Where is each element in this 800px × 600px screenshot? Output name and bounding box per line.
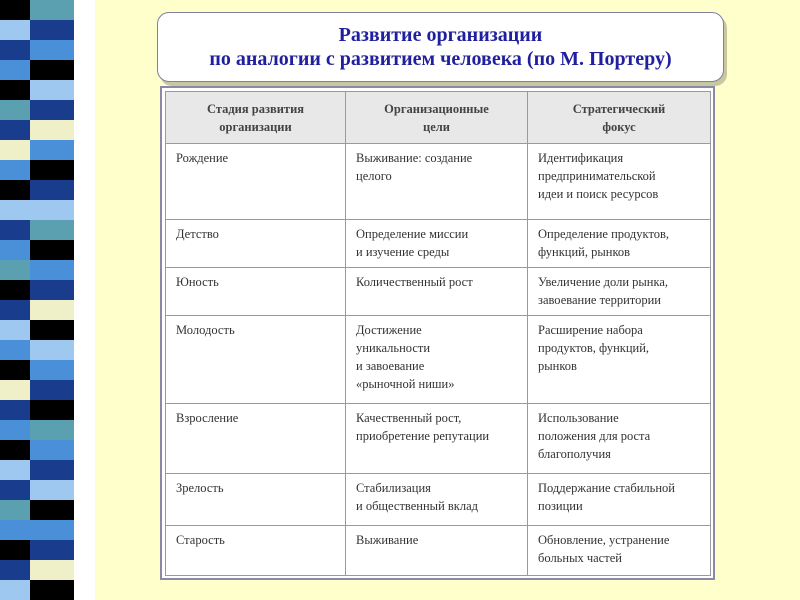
cell-stage: Старость: [166, 526, 346, 576]
stripe-segment: [0, 80, 30, 100]
stripe-segment: [30, 200, 74, 220]
cell-stage: Юность: [166, 268, 346, 316]
cell-focus: Увеличение доли рынка, завоевание территории: [528, 268, 711, 316]
stripe-segment: [74, 60, 95, 80]
stripe-segment: [30, 500, 74, 520]
stripe-segment: [0, 0, 30, 20]
stripe-segment: [74, 40, 95, 60]
stripe-segment: [74, 80, 95, 100]
decorative-stripe-bar: [0, 0, 95, 600]
cell-goals: Выживание: создание целого: [346, 144, 528, 220]
stripe-segment: [74, 500, 95, 520]
stripe-segment: [74, 180, 95, 200]
cell-goals: Стабилизация и общественный вклад: [346, 474, 528, 526]
stripe-segment: [74, 560, 95, 580]
stripe-segment: [30, 360, 74, 380]
stripe-segment: [0, 540, 30, 560]
stripe-segment: [74, 540, 95, 560]
stripe-segment: [74, 200, 95, 220]
table-row: [166, 316, 711, 404]
stripe-segment: [74, 240, 95, 260]
stripe-segment: [74, 320, 95, 340]
stripe-segment: [74, 260, 95, 280]
stripe-segment: [0, 320, 30, 340]
table-row: [166, 474, 711, 526]
stripe-segment: [0, 240, 30, 260]
stripe-segment: [0, 120, 30, 140]
slide-title: [157, 12, 724, 82]
stripe-segment: [0, 60, 30, 80]
stripe-segment: [74, 420, 95, 440]
stripe-segment: [0, 560, 30, 580]
stripe-segment: [30, 320, 74, 340]
stripe-segment: [74, 580, 95, 600]
stripe-segment: [0, 20, 30, 40]
stripe-segment: [0, 280, 30, 300]
table-row: [166, 144, 711, 220]
cell-focus: Расширение набора продуктов, функций, рынков: [528, 316, 711, 404]
stripe-column-middle: [30, 0, 74, 600]
stripe-segment: [30, 240, 74, 260]
stripe-segment: [0, 300, 30, 320]
stripe-column-left: [0, 0, 30, 600]
header-stage: Стадия развития организации: [166, 92, 346, 144]
stripe-segment: [30, 420, 74, 440]
stripe-segment: [30, 540, 74, 560]
stripe-segment: [74, 360, 95, 380]
stripe-segment: [74, 280, 95, 300]
stripe-segment: [30, 280, 74, 300]
stripe-segment: [0, 400, 30, 420]
cell-focus: Использование положения для роста благополучия: [528, 404, 711, 474]
stripe-segment: [30, 580, 74, 600]
table-header-row: [166, 92, 711, 144]
stripe-segment: [0, 460, 30, 480]
stripe-segment: [0, 180, 30, 200]
stripe-segment: [30, 160, 74, 180]
stages-table-grid: [165, 91, 711, 576]
cell-goals: Выживание: [346, 526, 528, 576]
stripe-segment: [74, 20, 95, 40]
cell-stage: Зрелость: [166, 474, 346, 526]
stripe-segment: [74, 520, 95, 540]
stripe-segment: [0, 440, 30, 460]
stripe-segment: [30, 0, 74, 20]
stripe-segment: [30, 20, 74, 40]
stripe-segment: [30, 100, 74, 120]
stripe-segment: [74, 100, 95, 120]
title-line-2: по аналогии с развитием человека (по М. Портеру): [209, 48, 672, 70]
stripe-segment: [74, 220, 95, 240]
stripe-segment: [74, 400, 95, 420]
stripe-segment: [0, 580, 30, 600]
stripe-segment: [30, 520, 74, 540]
stripe-segment: [30, 380, 74, 400]
stripe-segment: [30, 560, 74, 580]
stripe-segment: [74, 380, 95, 400]
cell-goals: Определение миссии и изучение среды: [346, 220, 528, 268]
stripe-segment: [0, 40, 30, 60]
cell-focus: Определение продуктов, функций, рынков: [528, 220, 711, 268]
stripe-segment: [74, 160, 95, 180]
stripe-segment: [0, 200, 30, 220]
cell-focus: Идентификация предпринимательской идеи и поиск ресурсов: [528, 144, 711, 220]
stripe-segment: [74, 300, 95, 320]
stripe-segment: [74, 140, 95, 160]
stripe-segment: [74, 0, 95, 20]
stripe-segment: [30, 300, 74, 320]
stripe-segment: [0, 340, 30, 360]
cell-focus: Поддержание стабильной позиции: [528, 474, 711, 526]
stripe-segment: [74, 120, 95, 140]
stripe-segment: [74, 440, 95, 460]
stripe-segment: [74, 480, 95, 500]
stripe-segment: [0, 520, 30, 540]
stripe-segment: [30, 180, 74, 200]
cell-goals: Достижение уникальности и завоевание «рыночной ниши»: [346, 316, 528, 404]
stripe-segment: [30, 480, 74, 500]
stripe-segment: [30, 40, 74, 60]
table-row: [166, 526, 711, 576]
title-line-1: Развитие организации: [338, 24, 543, 46]
table-row: [166, 404, 711, 474]
stripe-segment: [0, 500, 30, 520]
stripe-segment: [30, 140, 74, 160]
cell-stage: Детство: [166, 220, 346, 268]
stripe-segment: [0, 380, 30, 400]
stripe-segment: [0, 100, 30, 120]
stripe-segment: [30, 460, 74, 480]
header-focus: Стратегический фокус: [528, 92, 711, 144]
stripe-segment: [0, 360, 30, 380]
cell-stage: Рождение: [166, 144, 346, 220]
stripe-segment: [74, 460, 95, 480]
stripe-segment: [0, 420, 30, 440]
stripe-segment: [30, 440, 74, 460]
stripe-segment: [30, 400, 74, 420]
stripe-segment: [0, 140, 30, 160]
cell-goals: Количественный рост: [346, 268, 528, 316]
stripe-column-right: [74, 0, 95, 600]
table-row: [166, 268, 711, 316]
stripe-segment: [30, 260, 74, 280]
development-stages-table: [160, 86, 715, 580]
cell-stage: Молодость: [166, 316, 346, 404]
stripe-segment: [30, 340, 74, 360]
stripe-segment: [74, 340, 95, 360]
table-row: [166, 220, 711, 268]
cell-focus: Обновление, устранение больных частей: [528, 526, 711, 576]
stripe-segment: [30, 220, 74, 240]
stripe-segment: [0, 160, 30, 180]
stripe-segment: [30, 80, 74, 100]
stripe-segment: [30, 60, 74, 80]
cell-stage: Взросление: [166, 404, 346, 474]
header-goals: Организационные цели: [346, 92, 528, 144]
stripe-segment: [0, 260, 30, 280]
cell-goals: Качественный рост, приобретение репутации: [346, 404, 528, 474]
stripe-segment: [30, 120, 74, 140]
stripe-segment: [0, 480, 30, 500]
stripe-segment: [0, 220, 30, 240]
